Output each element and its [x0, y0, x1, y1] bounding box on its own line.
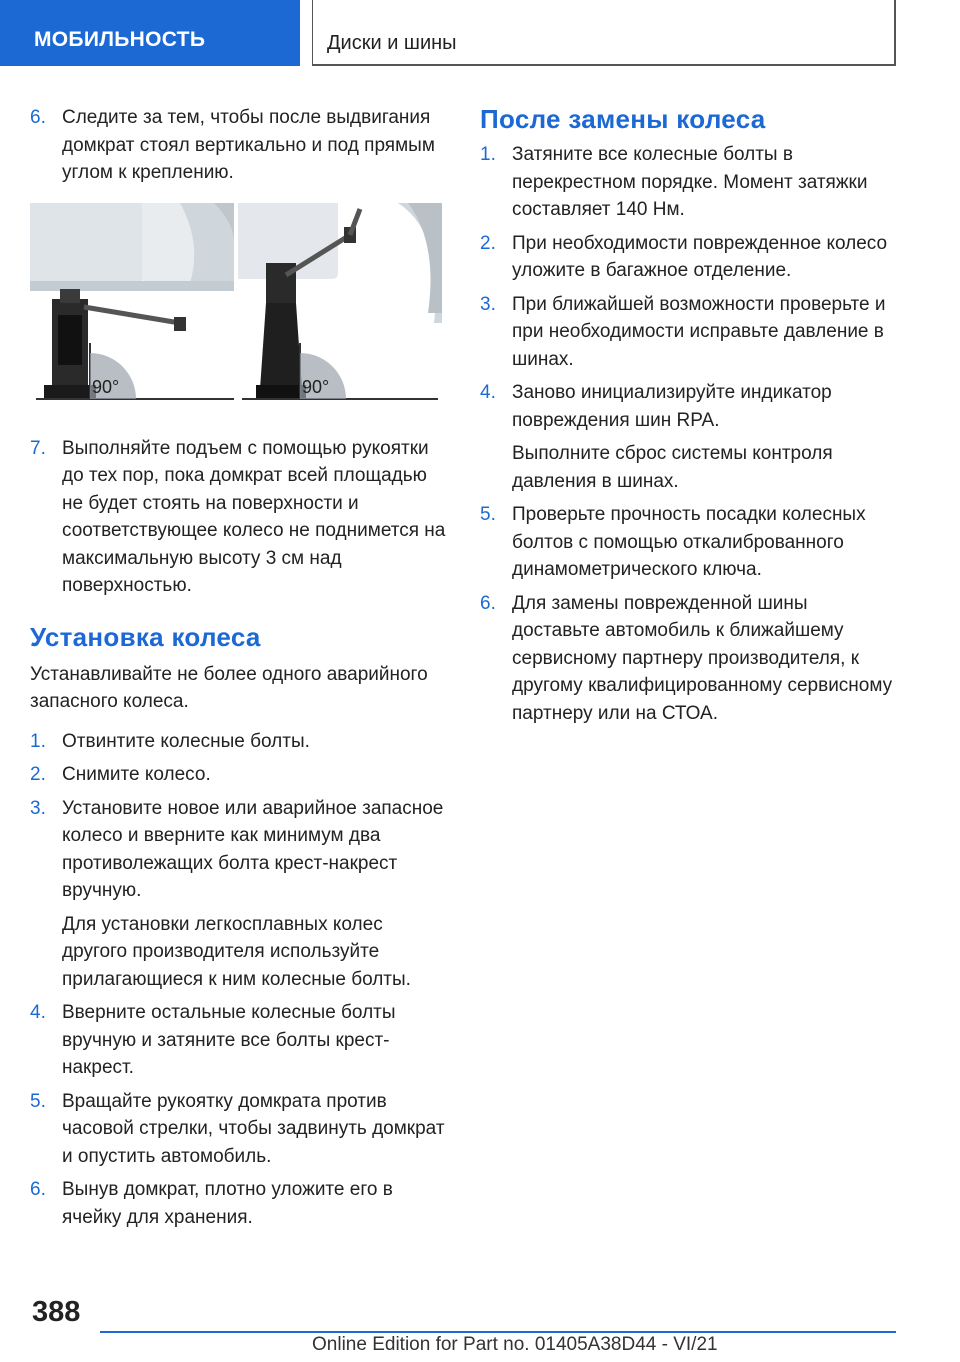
section-title-after-change: После замены колеса [480, 104, 766, 134]
list-item-text: Вращайте рукоятку домкрата против часовой стрелки, чтобы задвинуть домкрат и опустить автомобиль. [62, 1090, 445, 1167]
list-item-text: При ближайшей возможности проверьте и при необходимости исправьте давление в шинах. [512, 293, 886, 370]
list-item-text: Для замены поврежденной шины доставьте автомобиль к ближайшему сервисному партнеру производителя, к другому квалифицированному сервисному партнеру или на СТОА. [512, 592, 893, 724]
list-item [30, 999, 450, 1082]
list-item [30, 435, 450, 600]
list-item [30, 1176, 450, 1231]
right-column [480, 104, 900, 733]
chapter-tab-label: МОБИЛЬНОСТЬ [34, 28, 206, 51]
list-item-number: 6. [480, 592, 496, 614]
list-item-text: Вынув домкрат, плотно уложите его в ячейку для хранения. [62, 1179, 393, 1228]
list-item-text: Отвинтите колесные болты. [62, 730, 310, 752]
list-item-number: 6. [30, 1179, 46, 1200]
list-item-number: 3. [30, 797, 46, 819]
list-item-number: 7. [30, 437, 46, 459]
section-header [312, 0, 896, 66]
list-item [30, 761, 450, 789]
angle-label-left: 90° [92, 376, 120, 397]
list-item-note: Выполните сброс системы контроля давления в шинах. [512, 443, 833, 492]
list-item [480, 501, 900, 584]
left-column [30, 104, 450, 1237]
list-item [480, 590, 900, 728]
list-item-text: Заново инициализируйте индикатор повреждения шин RPA. [512, 382, 832, 431]
list-item [480, 230, 900, 285]
list-item-text: Установите новое или аварийное запасное колесо и вверните как минимум два противолежащих болта крест-накрест вручную. [62, 797, 444, 901]
list-item-text: Снимите колесо. [62, 764, 211, 785]
edition-text: Online Edition for Part no. 01405A38D44 - VI/21 [312, 1334, 718, 1355]
section-header-label: Диски и шины [327, 32, 457, 54]
list-item-number: 1. [30, 730, 46, 752]
page-number: 388 [32, 1296, 81, 1328]
list-item-text: Выполняйте подъем с помощью рукоятки до тех пор, пока домкрат всей площадью не будет стоять на поверхности и соответствующее колесо не поднимется на максимальную высоту 3 см над поверхностью. [62, 437, 446, 596]
section-intro: Устанавливайте не более одного аварийного запасного колеса. [30, 663, 428, 712]
list-item [30, 104, 450, 187]
list-item-text: При необходимости поврежденное колесо уложите в багажное отделение. [512, 232, 888, 281]
jack-panel-right [238, 203, 442, 413]
list-item-number: 5. [30, 1090, 46, 1112]
list-item [30, 795, 450, 905]
list-item-text: Затяните все колесные болты в перекрестном порядке. Момент затяжки составляет 140 Нм. [512, 144, 868, 220]
list-item-text: Вверните остальные колесные болты вручную и затяните все болты крест-накрест. [62, 1002, 396, 1078]
list-item-number: 3. [480, 293, 496, 315]
list-item-number: 5. [480, 504, 496, 525]
section-title-install: Установка колеса [30, 621, 261, 652]
list-item [480, 379, 900, 434]
list-item [480, 291, 900, 374]
list-item-text: Проверьте прочность посадки колесных болтов с помощью откалиброванного динамометрического ключа. [512, 504, 866, 580]
list-item-number: 2. [30, 764, 46, 785]
jack-figure-svg [30, 203, 442, 413]
jack-illustration [30, 203, 442, 413]
list-item-number: 4. [480, 382, 496, 403]
list-item [30, 728, 450, 756]
list-item-number: 2. [480, 232, 496, 254]
angle-label-right: 90° [302, 376, 330, 397]
list-item-number: 1. [480, 144, 496, 165]
list-item-text: Следите за тем, чтобы после выдвигания домкрат стоял вертикально и под прямым углом к креплению. [62, 107, 435, 183]
list-item [30, 1088, 450, 1171]
jack-panel-left [30, 203, 234, 413]
chapter-tab [0, 0, 300, 66]
list-item-note: Для установки легкосплавных колес другого производителя используйте прилагающиеся к ним колесные болты. [62, 913, 411, 990]
list-item-number: 6. [30, 107, 46, 128]
list-item [480, 141, 900, 224]
list-item-number: 4. [30, 1002, 46, 1023]
